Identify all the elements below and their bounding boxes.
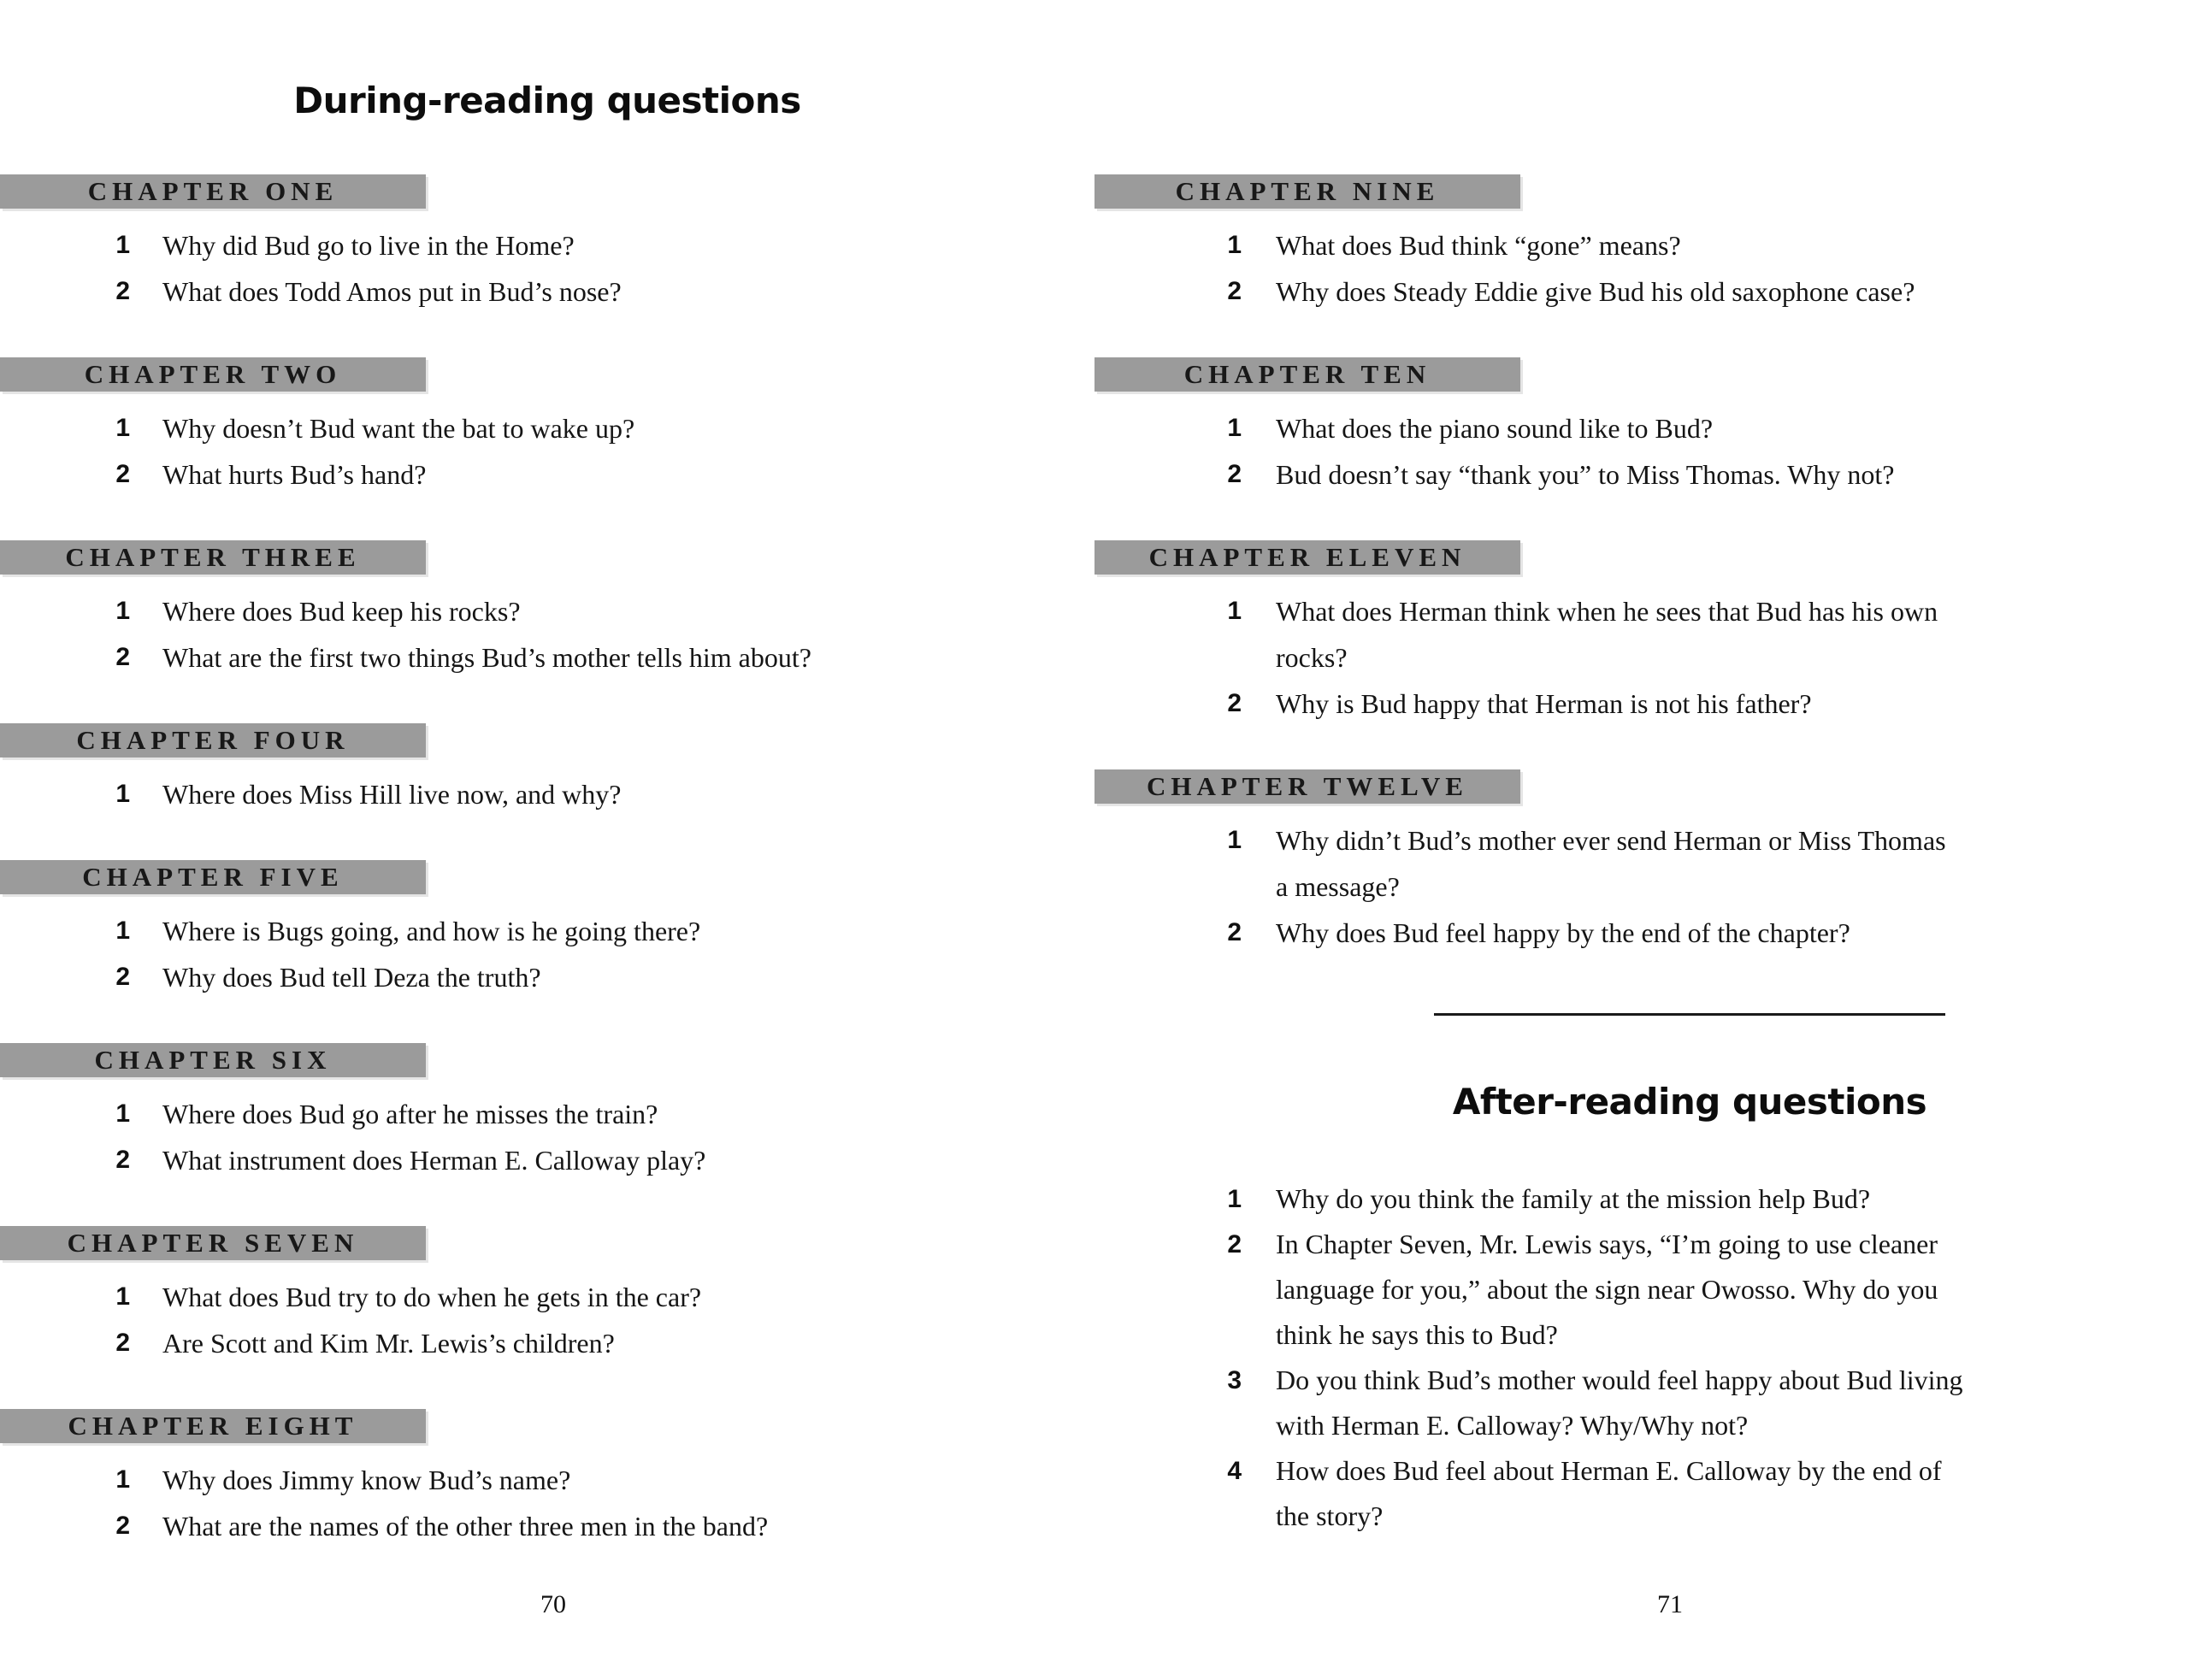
chapter-header-label: CHAPTER ELEVEN <box>1148 542 1466 572</box>
question-item <box>1094 910 2103 956</box>
question-list <box>1094 804 2103 956</box>
question-text <box>1276 1176 1870 1222</box>
chapter-header-bar <box>0 357 426 392</box>
chapter-section-three <box>0 540 1009 681</box>
question-line: Why is Bud happy that Herman is not his father? <box>1276 688 1812 719</box>
question-list <box>0 1077 1009 1183</box>
question-item <box>0 451 1009 498</box>
chapter-header-bar <box>0 1043 426 1077</box>
chapter-section-six <box>0 1043 1009 1183</box>
after-reading-title: After-reading questions <box>1452 1081 1927 1123</box>
question-list <box>1094 392 2103 498</box>
chapter-header-bar <box>0 860 426 894</box>
question-item <box>1094 268 2103 315</box>
question-text <box>162 222 575 268</box>
question-line: Where is Bugs going, and how is he going there? <box>162 916 701 946</box>
question-line: What does Todd Amos put in Bud’s nose? <box>162 276 622 307</box>
question-line: Where does Bud keep his rocks? <box>162 596 521 627</box>
question-item <box>0 588 1009 634</box>
question-item <box>0 1274 1009 1320</box>
question-line: the story? <box>1276 1500 1384 1531</box>
question-text <box>1276 1448 1941 1539</box>
question-number: 2 <box>115 460 130 488</box>
question-text <box>1276 1222 1938 1358</box>
question-item <box>1094 588 2103 681</box>
question-number: 1 <box>115 597 130 625</box>
chapter-header-label: CHAPTER FIVE <box>82 862 344 892</box>
chapter-header-bar <box>1094 769 1520 804</box>
chapter-section-eleven <box>1094 540 2103 727</box>
question-number: 2 <box>115 1146 130 1174</box>
left-page-column <box>0 174 1009 1592</box>
question-number: 4 <box>1227 1457 1242 1485</box>
question-list <box>0 1260 1009 1366</box>
question-line: a message? <box>1276 871 1400 902</box>
question-line: Where does Bud go after he misses the train? <box>162 1099 658 1129</box>
question-number: 1 <box>115 780 130 808</box>
question-item <box>1094 1176 2189 1222</box>
question-line: Do you think Bud’s mother would feel happy about Bud living <box>1276 1365 1963 1395</box>
question-list <box>0 757 1009 817</box>
right-page-column <box>1094 174 2103 999</box>
question-number: 2 <box>115 1329 130 1357</box>
question-item <box>0 1091 1009 1137</box>
question-text <box>1276 268 1915 315</box>
chapter-header-bar <box>0 540 426 575</box>
question-line: Why does Steady Eddie give Bud his old saxophone case? <box>1276 276 1915 307</box>
chapter-section-twelve <box>1094 769 2103 956</box>
question-number: 1 <box>115 917 130 945</box>
question-number: 1 <box>115 414 130 442</box>
question-line: Why did Bud go to live in the Home? <box>162 230 575 261</box>
question-text <box>1276 222 1681 268</box>
question-number: 2 <box>115 1512 130 1540</box>
question-list <box>1094 575 2103 727</box>
question-text <box>162 268 622 315</box>
question-item <box>0 954 1009 1000</box>
question-list <box>0 575 1009 681</box>
question-number: 1 <box>1227 414 1242 442</box>
chapter-section-two <box>0 357 1009 498</box>
chapter-section-four <box>0 723 1009 817</box>
question-item <box>1094 1358 2189 1448</box>
question-text <box>162 954 541 1000</box>
question-text <box>162 634 811 681</box>
chapter-header-label: CHAPTER SIX <box>94 1045 332 1075</box>
question-item <box>0 1137 1009 1183</box>
question-item <box>1094 222 2103 268</box>
question-text <box>162 451 426 498</box>
question-item <box>0 405 1009 451</box>
question-line: think he says this to Bud? <box>1276 1319 1558 1350</box>
chapter-header-bar <box>1094 174 1520 209</box>
question-number: 2 <box>1227 1230 1242 1259</box>
chapter-header-bar <box>1094 357 1520 392</box>
question-number: 2 <box>115 277 130 305</box>
question-line: Why doesn’t Bud want the bat to wake up? <box>162 413 635 444</box>
question-line: What does Bud try to do when he gets in the car? <box>162 1282 702 1312</box>
question-line: What hurts Bud’s hand? <box>162 459 427 490</box>
chapter-section-five <box>0 860 1009 1000</box>
question-number: 2 <box>1227 460 1242 488</box>
question-line: Where does Miss Hill live now, and why? <box>162 779 622 810</box>
question-line: What does Herman think when he sees that Bud has his own <box>1276 596 1938 627</box>
chapter-header-label: CHAPTER TEN <box>1183 359 1431 389</box>
question-item <box>0 908 1009 954</box>
question-list <box>0 209 1009 315</box>
chapter-header-label: CHAPTER TWELVE <box>1146 771 1468 801</box>
chapter-header-bar <box>1094 540 1520 575</box>
question-item <box>1094 1448 2189 1539</box>
question-item <box>1094 405 2103 451</box>
chapter-header-label: CHAPTER NINE <box>1175 176 1440 206</box>
question-text <box>1276 817 1946 910</box>
chapter-header-bar <box>0 723 426 757</box>
question-number: 2 <box>115 643 130 671</box>
question-text <box>162 1091 658 1137</box>
question-item <box>0 1503 1009 1549</box>
chapter-header-label: CHAPTER THREE <box>65 542 361 572</box>
question-line: How does Bud feel about Herman E. Calloway by the end of <box>1276 1455 1942 1486</box>
question-list <box>0 1443 1009 1549</box>
chapter-header-label: CHAPTER FOUR <box>76 725 350 755</box>
question-number: 1 <box>1227 826 1242 854</box>
question-text <box>162 1137 705 1183</box>
section-divider <box>1434 1013 1945 1016</box>
question-item <box>1094 817 2103 910</box>
chapter-header-bar <box>0 1409 426 1443</box>
question-number: 2 <box>1227 277 1242 305</box>
chapter-section-one <box>0 174 1009 315</box>
question-number: 1 <box>115 231 130 259</box>
question-text <box>162 588 521 634</box>
question-line: language for you,” about the sign near Owosso. Why do you <box>1276 1274 1938 1305</box>
chapter-header-bar <box>0 174 426 209</box>
question-text <box>1276 405 1713 451</box>
question-line: In Chapter Seven, Mr. Lewis says, “I’m going to use cleaner <box>1276 1229 1938 1259</box>
question-number: 3 <box>1227 1366 1242 1394</box>
question-number: 2 <box>1227 918 1242 946</box>
question-item <box>0 634 1009 681</box>
chapter-header-label: CHAPTER ONE <box>87 176 339 206</box>
chapter-header-label: CHAPTER SEVEN <box>67 1228 359 1258</box>
question-line: What does the piano sound like to Bud? <box>1276 413 1714 444</box>
question-number: 2 <box>1227 689 1242 717</box>
question-list <box>0 392 1009 498</box>
question-text <box>1276 588 1938 681</box>
question-text <box>162 405 634 451</box>
question-line: What instrument does Herman E. Calloway play? <box>162 1145 706 1176</box>
question-text <box>162 1457 570 1503</box>
during-reading-title: During-reading questions <box>293 80 801 121</box>
question-number: 1 <box>115 1099 130 1128</box>
chapter-section-nine <box>1094 174 2103 315</box>
chapter-section-seven <box>0 1226 1009 1366</box>
question-line: What are the names of the other three men in the band? <box>162 1511 769 1541</box>
question-line: rocks? <box>1276 642 1348 673</box>
question-item <box>1094 1222 2189 1358</box>
question-line: Are Scott and Kim Mr. Lewis’s children? <box>162 1328 615 1359</box>
question-number: 1 <box>1227 597 1242 625</box>
after-reading-question-list <box>1094 1176 2189 1539</box>
question-item <box>0 1320 1009 1366</box>
question-line: Why does Jimmy know Bud’s name? <box>162 1465 571 1495</box>
chapter-header-label: CHAPTER EIGHT <box>68 1411 358 1441</box>
chapter-header-bar <box>0 1226 426 1260</box>
question-text <box>162 771 621 817</box>
question-line: with Herman E. Calloway? Why/Why not? <box>1276 1410 1749 1441</box>
question-text <box>1276 451 1895 498</box>
question-number: 1 <box>115 1465 130 1494</box>
question-item <box>0 1457 1009 1503</box>
question-item <box>0 268 1009 315</box>
question-line: Why does Bud feel happy by the end of the chapter? <box>1276 917 1850 948</box>
question-text <box>1276 1358 1962 1448</box>
question-item <box>0 222 1009 268</box>
question-number: 2 <box>115 963 130 991</box>
question-line: Why do you think the family at the mission help Bud? <box>1276 1183 1871 1214</box>
question-line: Why didn’t Bud’s mother ever send Herman or Miss Thomas <box>1276 825 1946 856</box>
question-text <box>1276 681 1812 727</box>
question-number: 1 <box>115 1282 130 1311</box>
question-line: Why does Bud tell Deza the truth? <box>162 962 541 993</box>
question-text <box>162 1274 701 1320</box>
question-line: Bud doesn’t say “thank you” to Miss Thomas. Why not? <box>1276 459 1895 490</box>
question-list <box>1094 209 2103 315</box>
question-list <box>0 894 1009 1000</box>
question-number: 1 <box>1227 1185 1242 1213</box>
chapter-section-ten <box>1094 357 2103 498</box>
question-item <box>1094 451 2103 498</box>
question-line: What does Bud think “gone” means? <box>1276 230 1681 261</box>
question-text <box>162 908 700 954</box>
question-text <box>162 1320 615 1366</box>
chapter-section-eight <box>0 1409 1009 1549</box>
question-line: What are the first two things Bud’s mother tells him about? <box>162 642 811 673</box>
question-item <box>0 771 1009 817</box>
question-number: 1 <box>1227 231 1242 259</box>
chapter-header-label: CHAPTER TWO <box>84 359 342 389</box>
question-text <box>162 1503 768 1549</box>
question-text <box>1276 910 1850 956</box>
question-item <box>1094 681 2103 727</box>
page-number-right: 71 <box>1657 1590 1683 1618</box>
page-number-left: 70 <box>540 1590 566 1618</box>
